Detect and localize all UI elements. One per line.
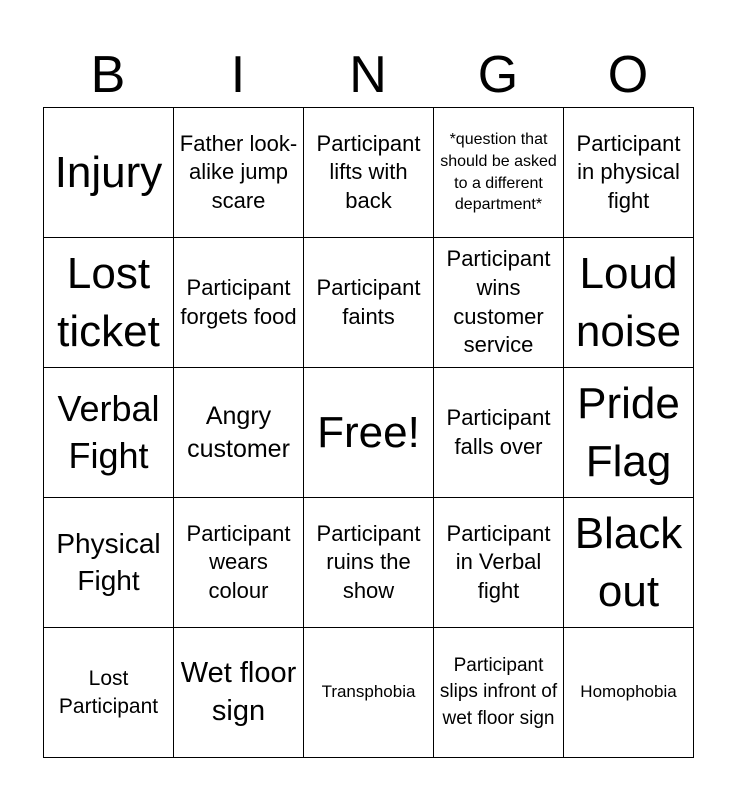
bingo-cell[interactable]	[174, 108, 304, 238]
cell-text: Pride Flag	[577, 379, 680, 486]
cell-text: Lost Participant	[58, 667, 159, 718]
bingo-header	[43, 44, 693, 106]
bingo-cell[interactable]	[564, 498, 694, 628]
cell-text: *question that should be asked to a different department*	[440, 131, 557, 214]
free-cell[interactable]	[304, 368, 434, 498]
cell-text: Participant forgets food	[180, 274, 297, 329]
bingo-cell[interactable]	[434, 498, 564, 628]
bingo-cell[interactable]	[44, 628, 174, 758]
header-letter-o: O	[607, 46, 649, 104]
bingo-cell[interactable]	[564, 238, 694, 368]
bingo-cell[interactable]	[174, 368, 304, 498]
header-letter-b: B	[90, 46, 126, 104]
cell-text: Free!	[317, 407, 420, 457]
cell-text: Participant falls over	[446, 404, 551, 459]
bingo-cell[interactable]	[434, 108, 564, 238]
cell-text: Participant in physical fight	[576, 130, 681, 213]
cell-text: Participant ruins the show	[316, 520, 421, 603]
bingo-cell[interactable]	[564, 628, 694, 758]
bingo-cell[interactable]	[44, 108, 174, 238]
bingo-cell[interactable]	[304, 628, 434, 758]
cell-text: Injury	[54, 147, 163, 197]
cell-text: Homophobia	[580, 682, 677, 702]
bingo-cell[interactable]	[434, 368, 564, 498]
cell-text: Participant slips infront of wet floor sign	[439, 654, 558, 729]
cell-text: Black out	[574, 509, 683, 616]
header-letter-n: N	[349, 46, 387, 104]
bingo-cell[interactable]	[174, 628, 304, 758]
header-letter-g: G	[477, 46, 519, 104]
bingo-cell[interactable]	[44, 368, 174, 498]
header-letter-i: I	[230, 46, 246, 104]
bingo-cell[interactable]	[564, 368, 694, 498]
cell-text: Participant wears colour	[186, 520, 291, 603]
cell-text: Father look-alike jump scare	[179, 130, 298, 213]
bingo-cell[interactable]	[44, 238, 174, 368]
cell-text: Lost ticket	[57, 249, 160, 356]
cell-text: Participant wins customer service	[446, 246, 551, 358]
cell-text: Participant lifts with back	[316, 130, 421, 213]
bingo-cell[interactable]	[304, 498, 434, 628]
bingo-board	[43, 107, 694, 758]
cell-text: Angry customer	[187, 402, 290, 463]
bingo-cell[interactable]	[434, 238, 564, 368]
bingo-cell[interactable]	[304, 238, 434, 368]
cell-text: Transphobia	[321, 682, 416, 702]
cell-text: Participant faints	[316, 274, 421, 329]
cell-text: Loud noise	[575, 249, 682, 356]
bingo-cell[interactable]	[174, 238, 304, 368]
bingo-cell[interactable]	[174, 498, 304, 628]
bingo-cell[interactable]	[434, 628, 564, 758]
bingo-cell[interactable]	[304, 108, 434, 238]
bingo-cell[interactable]	[44, 498, 174, 628]
cell-text: Participant in Verbal fight	[446, 520, 551, 603]
bingo-cell[interactable]	[564, 108, 694, 238]
cell-text: Verbal Fight	[57, 387, 160, 476]
cell-text: Physical Fight	[56, 528, 161, 596]
cell-text: Wet floor sign	[180, 656, 297, 727]
